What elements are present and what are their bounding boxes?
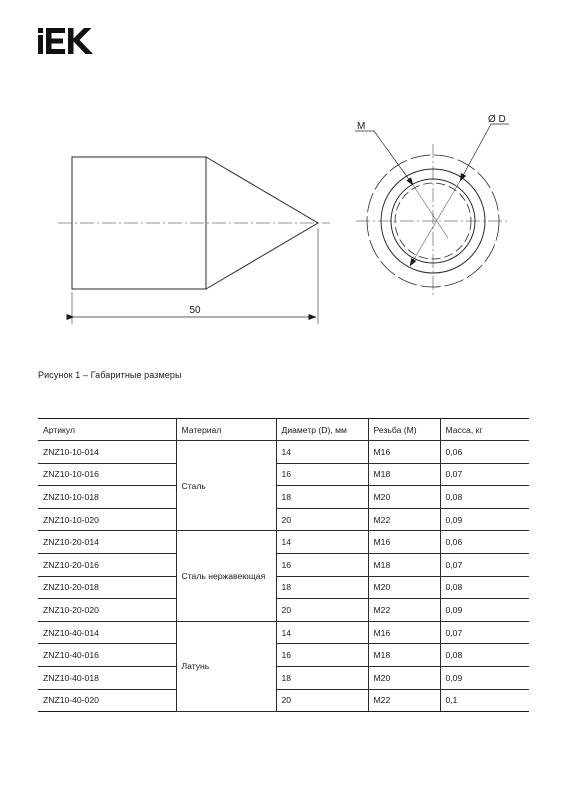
material-cell: Сталь нержавеющая [176, 531, 276, 621]
side-view [58, 157, 330, 324]
diameter-cell: 20 [276, 599, 368, 622]
thread-label: M [357, 121, 366, 132]
table-row [38, 553, 529, 576]
specifications-table [38, 418, 529, 712]
thread-cell: M18 [368, 644, 440, 667]
mass-cell: 0,09 [440, 508, 529, 531]
article-cell: ZNZ10-40-020 [38, 689, 176, 712]
diameter-cell: 16 [276, 644, 368, 667]
thread-cell: M16 [368, 531, 440, 554]
diameter-cell: 20 [276, 508, 368, 531]
diameter-cell: 18 [276, 486, 368, 509]
length-dimension-label: 50 [189, 305, 201, 316]
material-cell: Сталь [176, 441, 276, 531]
mass-cell: 0,09 [440, 599, 529, 622]
table-row [38, 576, 529, 599]
header-material: Материал [176, 419, 276, 441]
figure-caption: Рисунок 1 – Габаритные размеры [38, 370, 182, 380]
table-row [38, 463, 529, 486]
article-cell: ZNZ10-20-018 [38, 576, 176, 599]
thread-cell: M22 [368, 599, 440, 622]
mass-cell: 0,08 [440, 644, 529, 667]
table-row [38, 621, 529, 644]
material-cell: Латунь [176, 621, 276, 711]
mass-cell: 0,09 [440, 666, 529, 689]
article-cell: ZNZ10-20-020 [38, 599, 176, 622]
thread-cell: M16 [368, 441, 440, 464]
diameter-cell: 14 [276, 621, 368, 644]
table-row [38, 666, 529, 689]
article-cell: ZNZ10-40-016 [38, 644, 176, 667]
thread-cell: M16 [368, 621, 440, 644]
dimension-drawing [0, 0, 567, 360]
header-thread: Резьба (M) [368, 419, 440, 441]
table-row [38, 531, 529, 554]
table-row [38, 644, 529, 667]
table-row [38, 689, 529, 712]
header-article: Артикул [38, 419, 176, 441]
thread-cell: M20 [368, 576, 440, 599]
article-cell: ZNZ10-20-014 [38, 531, 176, 554]
mass-cell: 0,06 [440, 531, 529, 554]
mass-cell: 0,07 [440, 553, 529, 576]
header-diameter: Диаметр (D), мм [276, 419, 368, 441]
diameter-cell: 14 [276, 441, 368, 464]
diameter-cell: 16 [276, 463, 368, 486]
article-cell: ZNZ10-10-018 [38, 486, 176, 509]
thread-cell: M18 [368, 463, 440, 486]
thread-cell: M22 [368, 508, 440, 531]
article-cell: ZNZ10-40-018 [38, 666, 176, 689]
thread-cell: M20 [368, 486, 440, 509]
diameter-cell: 14 [276, 531, 368, 554]
table-row [38, 441, 529, 464]
header-mass: Масса, кг [440, 419, 529, 441]
thread-cell: M22 [368, 689, 440, 712]
table-row [38, 486, 529, 509]
end-view [355, 124, 510, 298]
mass-cell: 0,08 [440, 486, 529, 509]
diameter-cell: 16 [276, 553, 368, 576]
mass-cell: 0,06 [440, 441, 529, 464]
thread-cell: M20 [368, 666, 440, 689]
table-header-row [38, 419, 529, 441]
article-cell: ZNZ10-10-014 [38, 441, 176, 464]
article-cell: ZNZ10-20-016 [38, 553, 176, 576]
diameter-cell: 20 [276, 689, 368, 712]
table-row [38, 599, 529, 622]
article-cell: ZNZ10-10-020 [38, 508, 176, 531]
article-cell: ZNZ10-40-014 [38, 621, 176, 644]
thread-cell: M18 [368, 553, 440, 576]
mass-cell: 0,08 [440, 576, 529, 599]
mass-cell: 0,07 [440, 463, 529, 486]
diameter-cell: 18 [276, 576, 368, 599]
table-row [38, 508, 529, 531]
diameter-cell: 18 [276, 666, 368, 689]
diameter-label: Ø D [488, 114, 506, 125]
mass-cell: 0,1 [440, 689, 529, 712]
article-cell: ZNZ10-10-016 [38, 463, 176, 486]
mass-cell: 0,07 [440, 621, 529, 644]
